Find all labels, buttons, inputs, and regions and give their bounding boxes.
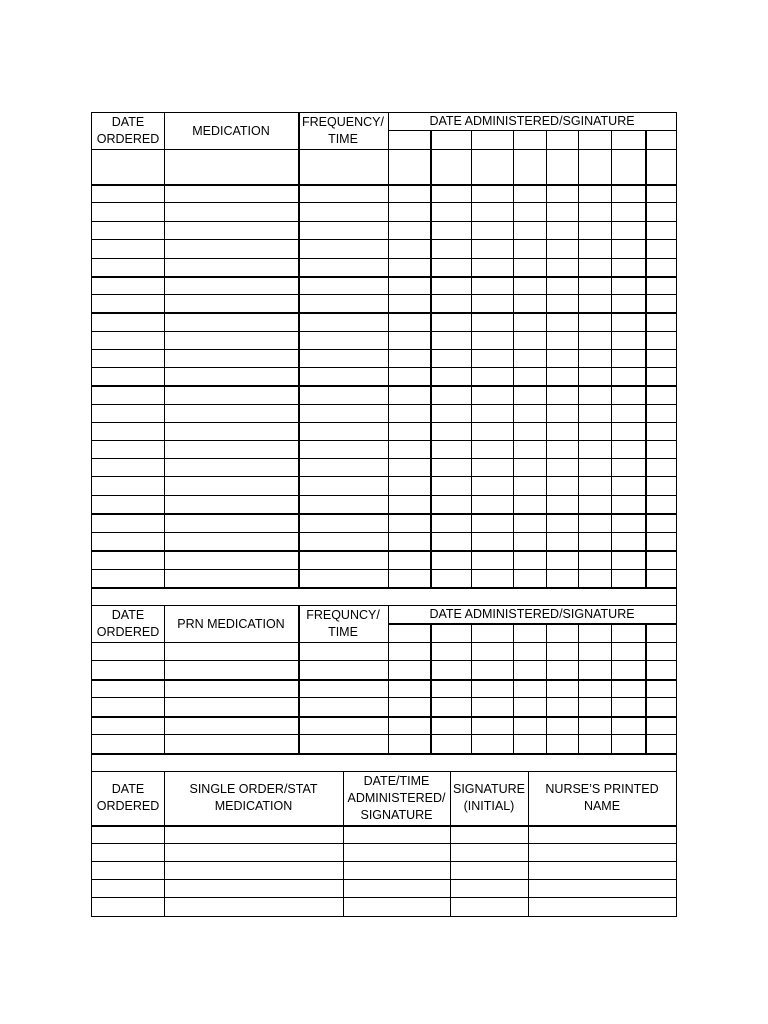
s1-top-border (91, 112, 677, 113)
s1-bottom-border (91, 587, 677, 589)
s2-bottom-border (91, 753, 677, 755)
s3-signature-header: SIGNATURE (INITIAL) (453, 782, 525, 813)
s1-date-col-line (578, 130, 579, 588)
s1-row-line (91, 550, 677, 552)
s3-header-bottom (91, 825, 677, 827)
s3-row-line (91, 897, 677, 898)
s1-frequency-header: FREQUENCY/ TIME (302, 115, 384, 146)
s2-prn-medication-header: PRN MEDICATION (177, 616, 285, 631)
s3-col-line (164, 771, 165, 917)
s1-header-bottom (91, 149, 677, 150)
s1-row-line (91, 184, 677, 186)
s1-row-line (91, 221, 677, 222)
form-right-border (676, 112, 677, 917)
s2-date-col-line (645, 623, 647, 754)
s2-row-line (91, 716, 677, 718)
s2-col-line (164, 605, 165, 754)
s2-row-line (91, 660, 677, 661)
s1-row-line (91, 422, 677, 423)
s1-row-line (91, 331, 677, 332)
s1-row-line (91, 258, 677, 259)
s1-date-col-line (471, 130, 472, 588)
s1-row-line (91, 312, 677, 314)
s1-row-line (91, 385, 677, 387)
s1-row-line (91, 495, 677, 496)
s1-row-line (91, 276, 677, 278)
s2-row-line (91, 697, 677, 698)
s1-date-col-line (513, 130, 514, 588)
s2-date-col-line (546, 623, 547, 754)
s2-date-ordered-header: DATE ORDERED (96, 608, 160, 639)
s2-administered-header: DATE ADMINISTERED/SIGNATURE (429, 607, 635, 621)
s3-row-line (91, 861, 677, 862)
s1-date-ordered-header: DATE ORDERED (96, 115, 160, 146)
s3-bottom-border (91, 916, 677, 917)
s1-row-line (91, 569, 677, 570)
spacer-line (91, 605, 677, 606)
s3-row-line (91, 879, 677, 880)
s1-row-line (91, 404, 677, 405)
s1-date-col-line (430, 130, 432, 588)
s1-row-line (91, 458, 677, 459)
s1-col-line (298, 112, 300, 588)
s3-single-order-header: SINGLE ORDER/STAT MEDICATION (189, 782, 318, 813)
spacer-line (91, 771, 677, 772)
s1-row-line (91, 440, 677, 441)
s1-date-col-line (546, 130, 547, 588)
s2-row-line (91, 734, 677, 735)
s1-row-line (91, 349, 677, 350)
s2-col-line (298, 605, 300, 754)
form-left-border (91, 112, 92, 917)
s2-col-line (388, 605, 389, 754)
s3-col-line (528, 771, 529, 917)
s2-date-col-line (611, 623, 612, 754)
s1-medication-header: MEDICATION (192, 123, 270, 138)
s2-row-line (91, 679, 677, 681)
s2-date-col-line (471, 623, 472, 754)
s3-nurse-name-header: NURSE’S PRINTED NAME (545, 782, 659, 813)
s1-row-line (91, 367, 677, 368)
s1-row-line (91, 294, 677, 295)
s3-col-line (343, 771, 344, 917)
s1-row-line (91, 513, 677, 515)
s1-row-line (91, 476, 677, 477)
s3-col-line (450, 771, 451, 917)
s1-col-line (164, 112, 165, 588)
s1-col-line (388, 112, 389, 588)
s2-row-line (91, 642, 677, 643)
s3-date-ordered-header: DATE ORDERED (96, 782, 160, 813)
s1-date-col-line (645, 130, 647, 588)
s2-date-col-line (578, 623, 579, 754)
s1-administered-header: DATE ADMINISTERED/SGINATURE (429, 114, 635, 128)
s2-frequency-header: FREQUNCY/ TIME (306, 608, 380, 639)
s3-datetime-header: DATE/TIME ADMINISTERED/ SIGNATURE (347, 773, 446, 822)
s1-row-line (91, 239, 677, 240)
s2-date-col-line (430, 623, 432, 754)
s1-row-line (91, 202, 677, 203)
s1-row-line (91, 532, 677, 533)
s2-date-col-line (513, 623, 514, 754)
s3-row-line (91, 843, 677, 844)
s1-date-col-line (611, 130, 612, 588)
